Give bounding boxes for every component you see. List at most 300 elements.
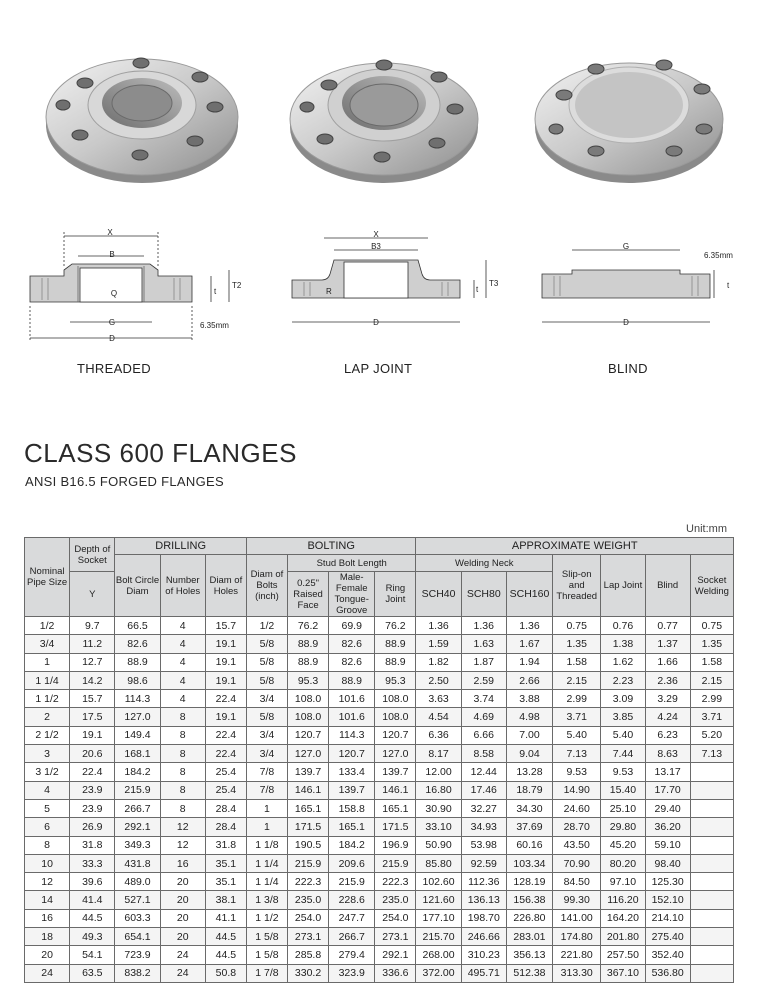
table-cell: 3.63: [416, 690, 461, 708]
page-title: CLASS 600 FLANGES: [24, 438, 297, 468]
table-cell: 3/4: [25, 635, 70, 653]
table-cell: 536.80: [645, 964, 690, 982]
table-cell: 128.19: [506, 873, 552, 891]
table-cell: 99.30: [553, 891, 601, 909]
table-row: [25, 617, 734, 635]
table-cell: 8.63: [645, 745, 690, 763]
table-cell: 31.8: [70, 836, 115, 854]
table-cell: 20: [25, 946, 70, 964]
table-cell: 228.6: [329, 891, 375, 909]
table-cell: 12.00: [416, 763, 461, 781]
table-cell: 838.2: [115, 964, 160, 982]
table-row: [25, 836, 734, 854]
table-cell: 1.82: [416, 653, 461, 671]
table-cell: 184.2: [329, 836, 375, 854]
table-row: [25, 818, 734, 836]
table-cell: 12: [160, 818, 205, 836]
header-sch40: SCH40: [416, 572, 461, 617]
table-cell: 152.10: [645, 891, 690, 909]
table-cell: 1 1/2: [25, 690, 70, 708]
table-cell: 3/4: [246, 745, 287, 763]
table-cell: 221.80: [553, 946, 601, 964]
blind-flange-diagram: [538, 236, 748, 336]
table-cell: 0.75: [690, 617, 733, 635]
table-cell: 1: [246, 818, 287, 836]
table-cell: 50.90: [416, 836, 461, 854]
table-cell: 2.36: [645, 671, 690, 689]
table-cell: 22.4: [205, 690, 246, 708]
table-cell: 2.99: [690, 690, 733, 708]
header-welding-neck: Welding Neck: [416, 555, 553, 572]
table-cell: 120.7: [329, 745, 375, 763]
table-cell: 1.58: [690, 653, 733, 671]
table-cell: 98.40: [645, 854, 690, 872]
table-row: [25, 763, 734, 781]
table-cell: 17.46: [461, 781, 506, 799]
table-cell: 23.9: [70, 781, 115, 799]
table-cell: 158.8: [329, 799, 375, 817]
table-cell: 22.4: [205, 745, 246, 763]
header-diam-bolts: Diam of Bolts (inch): [246, 555, 287, 617]
diagram-label-x: X: [373, 230, 379, 239]
table-cell: 512.38: [506, 964, 552, 982]
table-cell: 209.6: [329, 854, 375, 872]
table-cell: 146.1: [375, 781, 416, 799]
table-cell: 171.5: [288, 818, 329, 836]
header-diam-holes: Diam of Holes: [205, 555, 246, 617]
table-cell: 9.53: [601, 763, 645, 781]
table-cell: 127.0: [115, 708, 160, 726]
table-cell: 33.10: [416, 818, 461, 836]
table-cell: 349.3: [115, 836, 160, 854]
table-cell: 3.85: [601, 708, 645, 726]
table-cell: 489.0: [115, 873, 160, 891]
table-cell: 139.7: [288, 763, 329, 781]
table-cell: 84.50: [553, 873, 601, 891]
table-row: [25, 964, 734, 982]
header-socket: Socket Welding: [690, 555, 733, 617]
table-cell: 3.29: [645, 690, 690, 708]
table-cell: 95.3: [375, 671, 416, 689]
table-cell: 29.80: [601, 818, 645, 836]
table-cell: 24.60: [553, 799, 601, 817]
table-cell: 8: [25, 836, 70, 854]
diagram-label-g: G: [108, 318, 116, 327]
table-cell: 102.60: [416, 873, 461, 891]
table-cell: 4: [160, 653, 205, 671]
table-cell: 1.87: [461, 653, 506, 671]
table-cell: 1 1/8: [246, 836, 287, 854]
table-cell: 266.7: [115, 799, 160, 817]
table-cell: 1 1/4: [246, 854, 287, 872]
table-cell: 19.1: [205, 653, 246, 671]
table-cell: 235.0: [375, 891, 416, 909]
table-cell: 1.36: [461, 617, 506, 635]
table-cell: 215.9: [375, 854, 416, 872]
table-cell: 292.1: [115, 818, 160, 836]
table-cell: 53.98: [461, 836, 506, 854]
table-cell: 24: [160, 964, 205, 982]
table-cell: 285.8: [288, 946, 329, 964]
table-cell: 11.2: [70, 635, 115, 653]
table-cell: 2.15: [553, 671, 601, 689]
table-cell: 7.44: [601, 745, 645, 763]
table-row: [25, 671, 734, 689]
table-cell: 313.30: [553, 964, 601, 982]
table-cell: 257.50: [601, 946, 645, 964]
table-cell: 4.69: [461, 708, 506, 726]
table-cell: 7.13: [553, 745, 601, 763]
table-cell: 222.3: [375, 873, 416, 891]
table-cell: 15.7: [70, 690, 115, 708]
table-row: [25, 726, 734, 744]
table-row: [25, 653, 734, 671]
table-cell: 101.6: [329, 690, 375, 708]
table-cell: 44.5: [205, 928, 246, 946]
table-cell: 14.2: [70, 671, 115, 689]
table-cell: 5.40: [601, 726, 645, 744]
table-cell: 1.62: [601, 653, 645, 671]
table-cell: [690, 799, 733, 817]
table-cell: 14.90: [553, 781, 601, 799]
table-cell: 3: [25, 745, 70, 763]
table-cell: 30.90: [416, 799, 461, 817]
table-cell: 20.6: [70, 745, 115, 763]
table-cell: 17.70: [645, 781, 690, 799]
page-subtitle: ANSI B16.5 FORGED FLANGES: [25, 474, 224, 489]
table-cell: 31.8: [205, 836, 246, 854]
table-cell: 1.94: [506, 653, 552, 671]
table-cell: 18: [25, 928, 70, 946]
table-cell: 103.34: [506, 854, 552, 872]
table-cell: 19.1: [205, 635, 246, 653]
diagram-label-t: t: [727, 281, 730, 290]
header-bolting: BOLTING: [246, 538, 416, 555]
threaded-caption: THREADED: [77, 361, 151, 376]
table-cell: 80.20: [601, 854, 645, 872]
table-cell: 266.7: [329, 928, 375, 946]
table-cell: [690, 928, 733, 946]
table-cell: 1.36: [506, 617, 552, 635]
table-cell: 9.7: [70, 617, 115, 635]
table-cell: 28.4: [205, 818, 246, 836]
table-cell: [690, 873, 733, 891]
header-sch80: SCH80: [461, 572, 506, 617]
table-cell: 108.0: [288, 708, 329, 726]
table-cell: 4.24: [645, 708, 690, 726]
table-cell: 133.4: [329, 763, 375, 781]
table-cell: 527.1: [115, 891, 160, 909]
table-cell: 29.40: [645, 799, 690, 817]
table-cell: 1/2: [25, 617, 70, 635]
table-cell: 215.9: [288, 854, 329, 872]
table-cell: 2 1/2: [25, 726, 70, 744]
table-cell: 108.0: [288, 690, 329, 708]
diagram-label-dim: 6.35mm: [200, 321, 229, 330]
table-cell: 7/8: [246, 781, 287, 799]
table-cell: 114.3: [115, 690, 160, 708]
table-row: [25, 873, 734, 891]
table-cell: 6.36: [416, 726, 461, 744]
table-cell: 8: [160, 708, 205, 726]
table-cell: 1.38: [601, 635, 645, 653]
table-cell: 20: [160, 891, 205, 909]
table-cell: 356.13: [506, 946, 552, 964]
table-cell: 268.00: [416, 946, 461, 964]
table-cell: 82.6: [115, 635, 160, 653]
table-cell: 5/8: [246, 635, 287, 653]
table-cell: 32.27: [461, 799, 506, 817]
table-cell: 66.5: [115, 617, 160, 635]
threaded-flange-diagram: [22, 226, 242, 351]
table-cell: 35.1: [205, 873, 246, 891]
table-cell: 226.80: [506, 909, 552, 927]
table-cell: 292.1: [375, 946, 416, 964]
table-cell: 59.10: [645, 836, 690, 854]
table-cell: 121.60: [416, 891, 461, 909]
table-cell: 13.17: [645, 763, 690, 781]
table-cell: 7.13: [690, 745, 733, 763]
table-cell: 8: [160, 799, 205, 817]
table-cell: 196.9: [375, 836, 416, 854]
table-cell: 1: [25, 653, 70, 671]
table-cell: 8: [160, 781, 205, 799]
table-row: [25, 854, 734, 872]
table-cell: 139.7: [375, 763, 416, 781]
header-bcd: Bolt Circle Diam: [115, 555, 160, 617]
table-cell: 3.71: [553, 708, 601, 726]
diagram-label-b: B: [109, 250, 115, 259]
table-cell: 23.9: [70, 799, 115, 817]
table-cell: 76.2: [288, 617, 329, 635]
table-cell: 45.20: [601, 836, 645, 854]
table-cell: 43.50: [553, 836, 601, 854]
diagram-label-dim: 6.35mm: [704, 251, 733, 260]
table-cell: 1 1/4: [25, 671, 70, 689]
table-cell: 4: [160, 690, 205, 708]
table-cell: 88.9: [375, 653, 416, 671]
table-cell: 156.38: [506, 891, 552, 909]
table-cell: 28.4: [205, 799, 246, 817]
table-cell: 3.88: [506, 690, 552, 708]
table-cell: 88.9: [288, 635, 329, 653]
table-cell: 0.75: [553, 617, 601, 635]
table-cell: 330.2: [288, 964, 329, 982]
lap-joint-caption: LAP JOINT: [344, 361, 413, 376]
table-cell: 12: [160, 836, 205, 854]
table-cell: 15.7: [205, 617, 246, 635]
table-cell: 4: [160, 671, 205, 689]
table-cell: 5/8: [246, 671, 287, 689]
table-cell: [690, 891, 733, 909]
table-cell: [690, 909, 733, 927]
table-cell: 8.17: [416, 745, 461, 763]
table-cell: 16: [160, 854, 205, 872]
table-cell: 127.0: [375, 745, 416, 763]
table-cell: 2.23: [601, 671, 645, 689]
table-cell: 2.59: [461, 671, 506, 689]
table-cell: 5.40: [553, 726, 601, 744]
table-cell: 44.5: [205, 946, 246, 964]
table-cell: 1/2: [246, 617, 287, 635]
header-ring: Ring Joint: [375, 572, 416, 617]
table-cell: 283.01: [506, 928, 552, 946]
table-row: [25, 799, 734, 817]
table-cell: 495.71: [461, 964, 506, 982]
flange-spec-table: [24, 537, 734, 983]
table-cell: 1 3/8: [246, 891, 287, 909]
diagram-label-g: G: [622, 242, 630, 251]
table-cell: 12.44: [461, 763, 506, 781]
header-blind: Blind: [645, 555, 690, 617]
table-cell: 8: [160, 745, 205, 763]
table-cell: 108.0: [375, 708, 416, 726]
table-cell: 63.5: [70, 964, 115, 982]
table-cell: 16.80: [416, 781, 461, 799]
table-cell: 1 1/2: [246, 909, 287, 927]
table-body: [25, 617, 734, 983]
table-cell: 273.1: [375, 928, 416, 946]
table-cell: 4.98: [506, 708, 552, 726]
header-raised: 0.25" Raised Face: [288, 572, 329, 617]
blind-caption: BLIND: [608, 361, 648, 376]
table-cell: 54.1: [70, 946, 115, 964]
table-cell: 127.0: [288, 745, 329, 763]
table-cell: 177.10: [416, 909, 461, 927]
table-cell: 116.20: [601, 891, 645, 909]
table-cell: 164.20: [601, 909, 645, 927]
table-cell: 247.7: [329, 909, 375, 927]
table-cell: 5/8: [246, 708, 287, 726]
table-cell: 1.35: [690, 635, 733, 653]
table-cell: 1.63: [461, 635, 506, 653]
table-cell: 50.8: [205, 964, 246, 982]
table-cell: 22.4: [205, 726, 246, 744]
table-cell: 3/4: [246, 690, 287, 708]
table-cell: 4: [160, 635, 205, 653]
table-cell: 18.79: [506, 781, 552, 799]
table-cell: 60.16: [506, 836, 552, 854]
table-cell: 0.76: [601, 617, 645, 635]
table-cell: 44.5: [70, 909, 115, 927]
table-cell: 3.74: [461, 690, 506, 708]
table-cell: 41.1: [205, 909, 246, 927]
table-cell: 141.00: [553, 909, 601, 927]
table-cell: 8.58: [461, 745, 506, 763]
table-cell: 39.6: [70, 873, 115, 891]
header-sch160: SCH160: [506, 572, 552, 617]
table-cell: 1.58: [553, 653, 601, 671]
diagram-label-b3: B3: [371, 242, 381, 251]
table-cell: 9.53: [553, 763, 601, 781]
table-cell: 3/4: [246, 726, 287, 744]
table-cell: 13.28: [506, 763, 552, 781]
table-cell: 165.1: [375, 799, 416, 817]
table-cell: 49.3: [70, 928, 115, 946]
table-cell: 336.6: [375, 964, 416, 982]
table-cell: 3 1/2: [25, 763, 70, 781]
table-cell: 19.1: [205, 708, 246, 726]
blind-flange-photo: [534, 47, 724, 187]
table-cell: 8: [160, 763, 205, 781]
table-cell: 16: [25, 909, 70, 927]
table-cell: 2.66: [506, 671, 552, 689]
diagram-label-x: X: [107, 228, 113, 237]
lap-joint-flange-photo: [289, 47, 479, 187]
table-cell: 4: [25, 781, 70, 799]
table-cell: 149.4: [115, 726, 160, 744]
table-cell: 95.3: [288, 671, 329, 689]
table-cell: 28.70: [553, 818, 601, 836]
table-cell: 1.66: [645, 653, 690, 671]
table-cell: 7.00: [506, 726, 552, 744]
table-cell: 1: [246, 799, 287, 817]
table-cell: 323.9: [329, 964, 375, 982]
table-cell: 20: [160, 928, 205, 946]
table-cell: 352.40: [645, 946, 690, 964]
table-cell: [690, 946, 733, 964]
table-cell: 1 5/8: [246, 928, 287, 946]
table-cell: 10: [25, 854, 70, 872]
table-cell: 88.9: [115, 653, 160, 671]
table-cell: 20: [160, 873, 205, 891]
table-cell: 17.5: [70, 708, 115, 726]
header-depth: Depth of Socket: [70, 538, 115, 572]
table-cell: 254.0: [288, 909, 329, 927]
table-cell: 367.10: [601, 964, 645, 982]
diagram-label-d: D: [623, 318, 629, 327]
table-cell: [690, 964, 733, 982]
header-y: Y: [70, 572, 115, 617]
table-cell: 165.1: [288, 799, 329, 817]
table-cell: 88.9: [329, 671, 375, 689]
table-cell: 4: [160, 617, 205, 635]
table-cell: 723.9: [115, 946, 160, 964]
table-cell: 7/8: [246, 763, 287, 781]
header-nominal: Nominal Pipe Size: [25, 538, 70, 617]
table-cell: 41.4: [70, 891, 115, 909]
table-cell: 214.10: [645, 909, 690, 927]
table-cell: 603.3: [115, 909, 160, 927]
diagram-label-t: t: [214, 287, 217, 296]
table-cell: 26.9: [70, 818, 115, 836]
header-holes: Number of Holes: [160, 555, 205, 617]
table-cell: 85.80: [416, 854, 461, 872]
table-cell: 6.66: [461, 726, 506, 744]
table-cell: 1.36: [416, 617, 461, 635]
table-cell: 1 1/4: [246, 873, 287, 891]
table-cell: 97.10: [601, 873, 645, 891]
unit-label: Unit:mm: [686, 523, 727, 535]
table-cell: [690, 763, 733, 781]
table-cell: 6.23: [645, 726, 690, 744]
table-cell: 24: [25, 964, 70, 982]
header-drilling: DRILLING: [115, 538, 247, 555]
lap-joint-flange-diagram: [288, 226, 503, 336]
table-cell: 5.20: [690, 726, 733, 744]
table-cell: 310.23: [461, 946, 506, 964]
table-cell: 9.04: [506, 745, 552, 763]
table-cell: 1.59: [416, 635, 461, 653]
table-cell: 70.90: [553, 854, 601, 872]
diagram-label-r: R: [326, 287, 332, 296]
table-cell: 246.66: [461, 928, 506, 946]
table-cell: 1.37: [645, 635, 690, 653]
table-cell: 222.3: [288, 873, 329, 891]
table-cell: 190.5: [288, 836, 329, 854]
table-cell: 1 5/8: [246, 946, 287, 964]
table-cell: 215.9: [329, 873, 375, 891]
